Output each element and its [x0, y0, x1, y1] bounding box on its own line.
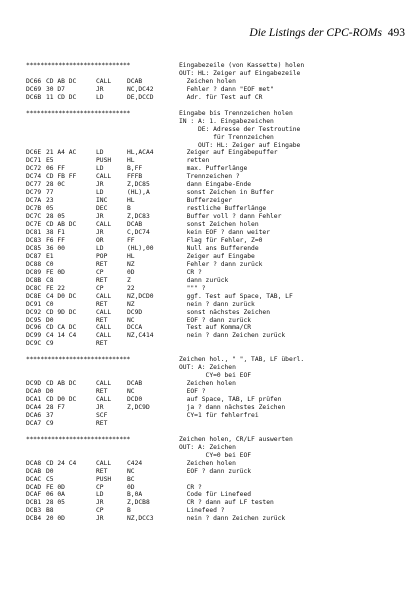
mnemonic: LD	[96, 93, 104, 101]
mnemonic: JR	[96, 499, 104, 507]
address: DC7E	[26, 221, 42, 229]
address: DCB4	[26, 515, 42, 523]
operand: FFFB	[127, 173, 143, 181]
operand: NC	[127, 316, 135, 324]
mnemonic: CP	[96, 507, 104, 515]
address: DC83	[26, 236, 42, 244]
address: DC81	[26, 229, 42, 237]
operand: DCD0	[127, 396, 143, 404]
address: DC9D	[26, 380, 42, 388]
address: DCAF	[26, 491, 42, 499]
mnemonic: RET	[96, 300, 108, 308]
separator-stars: *****************************	[26, 435, 131, 443]
listing-line	[26, 380, 418, 388]
address: DC91	[26, 300, 42, 308]
opcode-bytes: CD 9D DC	[46, 308, 77, 316]
mnemonic: CALL	[96, 173, 112, 181]
address: DC95	[26, 316, 42, 324]
operand: HL	[127, 197, 135, 205]
listing-line	[26, 62, 418, 70]
mnemonic: PUSH	[96, 157, 112, 165]
mnemonic: CALL	[96, 77, 112, 85]
listing-line	[26, 102, 418, 110]
operand: C,DC74	[127, 229, 150, 237]
opcode-bytes: E5	[46, 157, 54, 165]
mnemonic: LD	[96, 244, 104, 252]
mnemonic: INC	[96, 197, 108, 205]
opcode-bytes: C0	[46, 300, 54, 308]
listing-line	[26, 78, 418, 86]
operand: B,0A	[127, 491, 143, 499]
mnemonic: CALL	[96, 396, 112, 404]
comment: kein EOF ? dann weiter	[179, 229, 270, 237]
address: DC7A	[26, 197, 42, 205]
comment: dann zurück	[179, 276, 229, 284]
operand: 0D	[127, 483, 135, 491]
mnemonic: RET	[96, 467, 108, 475]
mnemonic: DEC	[96, 205, 108, 213]
opcode-bytes: CD 24 C4	[46, 459, 77, 467]
listing-line	[26, 277, 418, 285]
comment: sonst Zeichen holen	[179, 221, 259, 229]
comment: Linefeed ?	[179, 507, 225, 515]
operand: DCAB	[127, 77, 143, 85]
mnemonic: PUSH	[96, 475, 112, 483]
comment: CR ? dann auf LF testen	[179, 499, 274, 507]
opcode-bytes: 21 A4 AC	[46, 149, 77, 157]
comment: Flag für Fehler, Z=0	[179, 236, 263, 244]
address: DC71	[26, 157, 42, 165]
mnemonic: CALL	[96, 292, 112, 300]
listing-line	[26, 468, 418, 476]
listing-line	[26, 269, 418, 277]
opcode-bytes: 06 FF	[46, 165, 65, 173]
address: DC6E	[26, 149, 42, 157]
opcode-bytes: 20 0D	[46, 515, 65, 523]
operand: B	[127, 205, 131, 213]
comment: EOF ? dann zurück	[179, 467, 252, 475]
operand: Z,DC9D	[127, 403, 150, 411]
listing-line	[26, 412, 418, 420]
listing-line	[26, 213, 418, 221]
listing-line	[26, 253, 418, 261]
mnemonic: LD	[96, 149, 104, 157]
address: DC74	[26, 173, 42, 181]
mnemonic: RET	[96, 340, 108, 348]
opcode-bytes: 77	[46, 189, 54, 197]
listing-line	[26, 364, 418, 372]
listing-line	[26, 181, 418, 189]
listing-line	[26, 70, 418, 78]
separator-stars: *****************************	[26, 109, 131, 117]
comment: retten	[179, 157, 210, 165]
listing-line	[26, 126, 418, 134]
listing-line	[26, 404, 418, 412]
comment: Eingabe bis Trennzeichen holen	[179, 109, 293, 117]
operand: DCAB	[127, 221, 143, 229]
listing-line	[26, 205, 418, 213]
comment: Zeichen holen, CR/LF auswerten	[179, 435, 293, 443]
listing-line	[26, 142, 418, 150]
operand: HL	[127, 252, 135, 260]
operand: DCCA	[127, 324, 143, 332]
mnemonic: SCF	[96, 411, 108, 419]
operand: Z,DC85	[127, 181, 150, 189]
mnemonic: LD	[96, 165, 104, 173]
operand: BC	[127, 475, 135, 483]
address: DCA8	[26, 459, 42, 467]
comment: Eingabezeile (von Kassette) holen	[179, 62, 305, 69]
listing-line	[26, 332, 418, 340]
operand: DCAB	[127, 380, 143, 388]
listing-line	[26, 221, 418, 229]
listing-line	[26, 197, 418, 205]
operand: 0D	[127, 268, 135, 276]
comment: CY=0 bei EOF	[179, 372, 252, 380]
address: DCA6	[26, 411, 42, 419]
comment: Bufferzeiger	[179, 197, 233, 205]
operand: NZ,C414	[127, 332, 154, 340]
mnemonic: OR	[96, 236, 104, 244]
mnemonic: JR	[96, 229, 104, 237]
opcode-bytes: 05	[46, 205, 54, 213]
listing-line	[26, 157, 418, 165]
operand: NC	[127, 467, 135, 475]
mnemonic: CALL	[96, 380, 112, 388]
listing-line	[26, 388, 418, 396]
address: DC8C	[26, 284, 42, 292]
operand: (HL),00	[127, 244, 154, 252]
opcode-bytes: 06 0A	[46, 491, 65, 499]
comment: Test auf Komma/CR	[179, 324, 252, 332]
operand: NC	[127, 388, 135, 396]
mnemonic: JR	[96, 181, 104, 189]
listing-line	[26, 420, 418, 428]
listing-line	[26, 507, 418, 515]
opcode-bytes: CD D0 DC	[46, 396, 77, 404]
mnemonic: RET	[96, 419, 108, 427]
opcode-bytes: CD AB DC	[46, 77, 77, 85]
comment: ja ? dann nächstes Zeichen	[179, 403, 286, 411]
mnemonic: RET	[96, 260, 108, 268]
comment: """ ?	[179, 284, 206, 292]
comment: max. Pufferlänge	[179, 165, 248, 173]
operand: NZ	[127, 260, 135, 268]
comment: OUT: HL: Zeiger auf Eingabezeile	[179, 69, 301, 77]
operand: NC,DC42	[127, 85, 154, 93]
listing-line	[26, 301, 418, 309]
comment: nein ? dann Zeichen zurück	[179, 332, 286, 340]
mnemonic: LD	[96, 189, 104, 197]
listing-line	[26, 173, 418, 181]
address: DC89	[26, 268, 42, 276]
listing-line	[26, 94, 418, 102]
comment: Null ans Bufferende	[179, 244, 259, 252]
operand: DE,DCCD	[127, 93, 154, 101]
comment: dann Eingabe-Ende	[179, 181, 252, 189]
mnemonic: CP	[96, 284, 104, 292]
opcode-bytes: 28 05	[46, 213, 65, 221]
listing-line	[26, 372, 418, 380]
separator-stars: *****************************	[26, 62, 131, 69]
mnemonic: CALL	[96, 324, 112, 332]
operand: FF	[127, 236, 135, 244]
operand: NZ,DCC3	[127, 515, 154, 523]
mnemonic: JR	[96, 515, 104, 523]
listing-line	[26, 293, 418, 301]
listing-line	[26, 428, 418, 436]
operand: Z,DCB8	[127, 499, 150, 507]
address: DC92	[26, 308, 42, 316]
listing-line	[26, 189, 418, 197]
opcode-bytes: FE 0D	[46, 268, 65, 276]
opcode-bytes: 30 D7	[46, 85, 65, 93]
opcode-bytes: C5	[46, 475, 54, 483]
operand: NZ	[127, 300, 135, 308]
listing-line	[26, 317, 418, 325]
listing-line	[26, 118, 418, 126]
comment: Zeichen holen	[179, 459, 236, 467]
comment: für Trennzeichen	[179, 133, 274, 141]
opcode-bytes: FE 0D	[46, 483, 65, 491]
address: DCA7	[26, 419, 42, 427]
comment: Adr. für Test auf CR	[179, 93, 263, 101]
operand: B,FF	[127, 165, 143, 173]
mnemonic: LD	[96, 491, 104, 499]
comment: Zeichen holen	[179, 77, 236, 85]
opcode-bytes: 11 CD DC	[46, 93, 77, 101]
listing-line	[26, 348, 418, 356]
listing-line	[26, 134, 418, 142]
operand: Z	[127, 276, 131, 284]
comment: DE: Adresse der Testroutine	[179, 125, 301, 133]
opcode-bytes: D0	[46, 467, 54, 475]
comment: EOF ?	[179, 388, 206, 396]
comment: Zeichen holen	[179, 380, 236, 388]
listing-line	[26, 309, 418, 317]
listing-line	[26, 436, 418, 444]
address: DC6B	[26, 93, 42, 101]
operand: HL,ACA4	[127, 149, 154, 157]
comment: Fehler ? dann zurück	[179, 260, 263, 268]
address: DCAD	[26, 483, 42, 491]
mnemonic: POP	[96, 252, 108, 260]
mnemonic: CALL	[96, 459, 112, 467]
listing-line	[26, 452, 418, 460]
opcode-bytes: CD AB DC	[46, 221, 77, 229]
mnemonic: CALL	[96, 221, 112, 229]
opcode-bytes: 28 F7	[46, 403, 65, 411]
opcode-bytes: 37	[46, 411, 54, 419]
comment: CR ?	[179, 268, 202, 276]
operand: C424	[127, 459, 143, 467]
listing-line	[26, 245, 418, 253]
address: DC85	[26, 244, 42, 252]
listing-line	[26, 499, 418, 507]
mnemonic: RET	[96, 316, 108, 324]
comment: sonst Zeichen in Buffer	[179, 189, 274, 197]
address: DC69	[26, 85, 42, 93]
mnemonic: CP	[96, 268, 104, 276]
address: DCA4	[26, 403, 42, 411]
comment: Fehler ? dann "EOF met"	[179, 85, 274, 93]
listing-line	[26, 285, 418, 293]
address: DC99	[26, 332, 42, 340]
listing-line	[26, 165, 418, 173]
comment: nein ? dann zurück	[179, 300, 255, 308]
opcode-bytes: CD CA DC	[46, 324, 77, 332]
opcode-bytes: 28 0C	[46, 181, 65, 189]
listing-line	[26, 340, 418, 348]
address: DC88	[26, 260, 42, 268]
listing-line	[26, 110, 418, 118]
operand: Z,DC83	[127, 213, 150, 221]
address: DCAB	[26, 467, 42, 475]
comment: Code für Linefeed	[179, 491, 252, 499]
listing-line	[26, 149, 418, 157]
mnemonic: RET	[96, 276, 108, 284]
mnemonic: JR	[96, 85, 104, 93]
comment: ggf. Test auf Space, TAB, LF	[179, 292, 293, 300]
opcode-bytes: C4 D0 DC	[46, 292, 77, 300]
address: DC77	[26, 181, 42, 189]
page-number: 493	[387, 27, 405, 39]
address: DC87	[26, 252, 42, 260]
listing-line	[26, 444, 418, 452]
mnemonic: JR	[96, 403, 104, 411]
mnemonic: RET	[96, 388, 108, 396]
comment: OUT: HL: Zeiger auf Eingabe	[179, 141, 301, 149]
operand: NZ,DCD0	[127, 292, 154, 300]
opcode-bytes: C8	[46, 276, 54, 284]
address: DC8E	[26, 292, 42, 300]
address: DC96	[26, 324, 42, 332]
comment: Zeichen hol., " ", TAB, LF überl.	[179, 356, 305, 364]
listing-line	[26, 491, 418, 499]
opcode-bytes: D0	[46, 316, 54, 324]
operand: B	[127, 507, 131, 515]
opcode-bytes: CD AB DC	[46, 380, 77, 388]
address: DCB1	[26, 499, 42, 507]
opcode-bytes: B8	[46, 507, 54, 515]
listing-line	[26, 460, 418, 468]
address: DC8B	[26, 276, 42, 284]
comment: Zeiger auf Eingabe	[179, 252, 255, 260]
mnemonic: CALL	[96, 332, 112, 340]
listing-line	[26, 324, 418, 332]
opcode-bytes: C9	[46, 419, 54, 427]
comment: Zeiger auf Eingabepuffer	[179, 149, 278, 157]
operand: HL	[127, 157, 135, 165]
listing-line	[26, 484, 418, 492]
opcode-bytes: 23	[46, 197, 54, 205]
address: DC72	[26, 165, 42, 173]
address: DCA1	[26, 396, 42, 404]
comment: Trennzeichen ?	[179, 173, 240, 181]
opcode-bytes: CD FB FF	[46, 173, 77, 181]
mnemonic: CP	[96, 483, 104, 491]
address: DC9C	[26, 340, 42, 348]
assembly-listing	[26, 62, 418, 523]
header-title: Die Listings der CPC-ROMs	[249, 27, 382, 39]
comment: sonst nächstes Zeichen	[179, 308, 270, 316]
comment: Buffer voll ? dann Fehler	[179, 213, 282, 221]
opcode-bytes: E1	[46, 252, 54, 260]
comment: CY=0 bei EOF	[179, 451, 252, 459]
operand: DC9D	[127, 308, 143, 316]
listing-line	[26, 476, 418, 484]
separator-stars: *****************************	[26, 356, 131, 364]
listing-line	[26, 237, 418, 245]
opcode-bytes: C9	[46, 340, 54, 348]
opcode-bytes: D0	[46, 388, 54, 396]
listing-line	[26, 261, 418, 269]
opcode-bytes: 38 F1	[46, 229, 65, 237]
opcode-bytes: C0	[46, 260, 54, 268]
listing-line	[26, 356, 418, 364]
opcode-bytes: FE 22	[46, 284, 65, 292]
comment: IN : A: 1. Eingabezeichen	[179, 117, 274, 125]
address: DC7B	[26, 205, 42, 213]
listing-line	[26, 229, 418, 237]
comment: CR ?	[179, 483, 202, 491]
opcode-bytes: C4 14 C4	[46, 332, 77, 340]
listing-line	[26, 515, 418, 523]
address: DCB3	[26, 507, 42, 515]
comment: auf Space, TAB, LF prüfen	[179, 396, 282, 404]
address: DC7C	[26, 213, 42, 221]
comment: CY=1 für fehlerfrei	[179, 411, 259, 419]
operand: (HL),A	[127, 189, 150, 197]
operand: 22	[127, 284, 135, 292]
address: DC66	[26, 77, 42, 85]
comment: EOF ? dann zurück	[179, 316, 252, 324]
listing-line	[26, 396, 418, 404]
mnemonic: JR	[96, 213, 104, 221]
mnemonic: CALL	[96, 308, 112, 316]
address: DCAC	[26, 475, 42, 483]
opcode-bytes: 36 00	[46, 244, 65, 252]
listing-line	[26, 86, 418, 94]
comment: OUT: A: Zeichen	[179, 364, 236, 372]
address: DC79	[26, 189, 42, 197]
opcode-bytes: 28 05	[46, 499, 65, 507]
comment: nein ? dann Zeichen zurück	[179, 515, 286, 523]
running-header	[0, 27, 418, 41]
address: DCA0	[26, 388, 42, 396]
comment: OUT: A: Zeichen	[179, 443, 236, 451]
opcode-bytes: F6 FF	[46, 236, 65, 244]
comment: restliche Bufferlänge	[179, 205, 267, 213]
